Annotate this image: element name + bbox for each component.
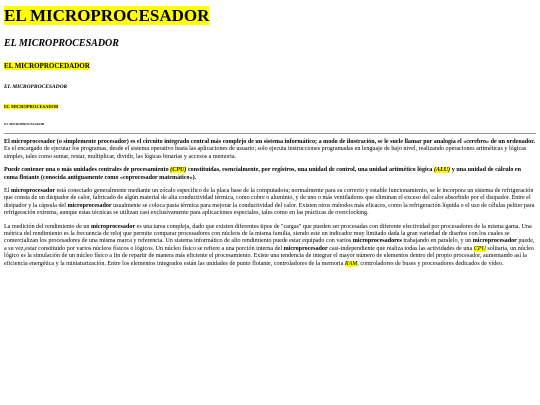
cooling-text-a: El: [4, 188, 11, 195]
cooling-text-c: usualmente se coloca pasta térmica para mejorar la conductividad del calor. Existen otros métodos más eficaces, como la refrigeración líquida o el uso de células peltier para refrigeración extrema, aunque estas técnicas se utilizan casi exclusivamente para aplicaciones especiales, tales como en las prácticas de overclocking.: [4, 202, 535, 217]
ram-highlight: RAM: [344, 260, 358, 267]
divider: [4, 133, 536, 134]
cooling-keyword-1: microprocesador: [10, 188, 56, 195]
perf-cpu-highlight: CPU: [473, 245, 486, 252]
heading-6: EL MICROPROCESADOR: [4, 122, 45, 126]
perf-text-g: , controladores de buses y procesadores dedicados de vídeo.: [357, 260, 504, 267]
perf-keyword-4: microprocesador: [283, 245, 328, 252]
paragraph-components: [4, 167, 536, 182]
heading-2: EL MICROPROCESADOR: [4, 38, 119, 49]
components-text-c: y una unidad de cálculo en coma flotante (conocida antiguamente como «coprocesador matemático»).: [4, 167, 521, 181]
heading-3: [4, 61, 536, 71]
perf-text-a: La medición del rendimiento de un: [4, 223, 91, 230]
paragraph-definition: [4, 139, 536, 161]
paragraph-cooling: [4, 188, 536, 218]
cpu-highlight: (CPU): [170, 167, 187, 174]
components-text-a: Puede contener una o más unidades centrales de procesamiento: [4, 167, 171, 174]
heading-4: EL MICROPROCESADOR: [4, 84, 68, 90]
heading-1: [4, 6, 536, 26]
perf-keyword-3: microprocesador: [472, 238, 517, 245]
perf-keyword-2: microprocesadores: [352, 238, 402, 245]
definition-bold: El microprocesador (o simplemente procesador) es el circuito integrado central más complejo de un sistema informático; a modo de ilustración, se le suele llamar por analogía el «cerebro» de un ordenador.: [4, 139, 535, 145]
heading-5-text: EL MICROPROCESADOR: [4, 104, 59, 109]
heading-3-text: EL MICROPROCEDADOR: [4, 62, 90, 70]
perf-text-d: puede, a su vez,estar constituido por varios núcleos físicos o lógicos. Un núcleo físico se refiere a una porción interna del: [4, 238, 535, 252]
components-text-b: constituidas, esencialmente, por registros, una unidad de control, una unidad aritmético lógica: [186, 167, 434, 174]
perf-text-b: es una tarea compleja, dado que existen diferentes tipos de "cargas" que pueden ser procesadas con diferente efectividad por procesadores de la misma gama. Una métrica del rendimiento es la frecuencia de reloj que permite comparar procesadores con núcleos de la misma familia, siendo este un indicador muy limitado dada la gran variedad de diseños con los cuales se comercializan los procesadores de una misma marca y referencia. Un sistema informático de alto rendimiento puede estar equipado con varios: [4, 223, 532, 245]
perf-text-f: solitaria, un núcleo lógico es la simulación de un núcleo físico a fin de repartir de manera más eficiente el procesamiento. Existe una tendencia de integrar el mayor número de elementos dentro del propio procesador, aumentando así la eficiencia energética y la miniaturización. Entre los elementos integrados están las unidades de punto flotante, controladores de la memoria: [4, 245, 534, 267]
paragraph-performance: [4, 224, 536, 268]
perf-text-e: casi-independiente que realiza todas las actividades de una: [327, 245, 474, 252]
heading-5: [4, 103, 536, 110]
definition-rest: Es el encargado de ejecutar los programas, desde el sistema operativo hasta las aplicaciones de usuario; solo ejecuta instrucciones programadas en lenguaje de bajo nivel, realizando operaciones aritméticas y lógicas simples, tales como sumar, restar, multiplicar, dividir, las lógicas binarias y accesos a memoria.: [4, 146, 527, 160]
heading-1-text: EL MICROPROCESADOR: [4, 6, 210, 25]
perf-keyword-1: microprocesador: [90, 223, 136, 230]
cooling-text-b: está conectado generalmente mediante un zócalo específico de la placa base de la computadora; normalmente para su correcto y estable funcionamiento, se le incorpora un sistema de refrigeración que consta de un disipador de calor, fabricado de algún material de alta conductividad térmica, como cobre o aluminio, y de uno o más ventiladores que eliminan el exceso del calor absorbido por el disipador. Entre el disipador y la cápsula del: [4, 188, 534, 209]
perf-text-c: trabajando en paralelo, y un: [401, 238, 473, 245]
alu-highlight: (ALU): [433, 167, 451, 174]
cooling-keyword-2: microprocesador: [67, 202, 112, 209]
